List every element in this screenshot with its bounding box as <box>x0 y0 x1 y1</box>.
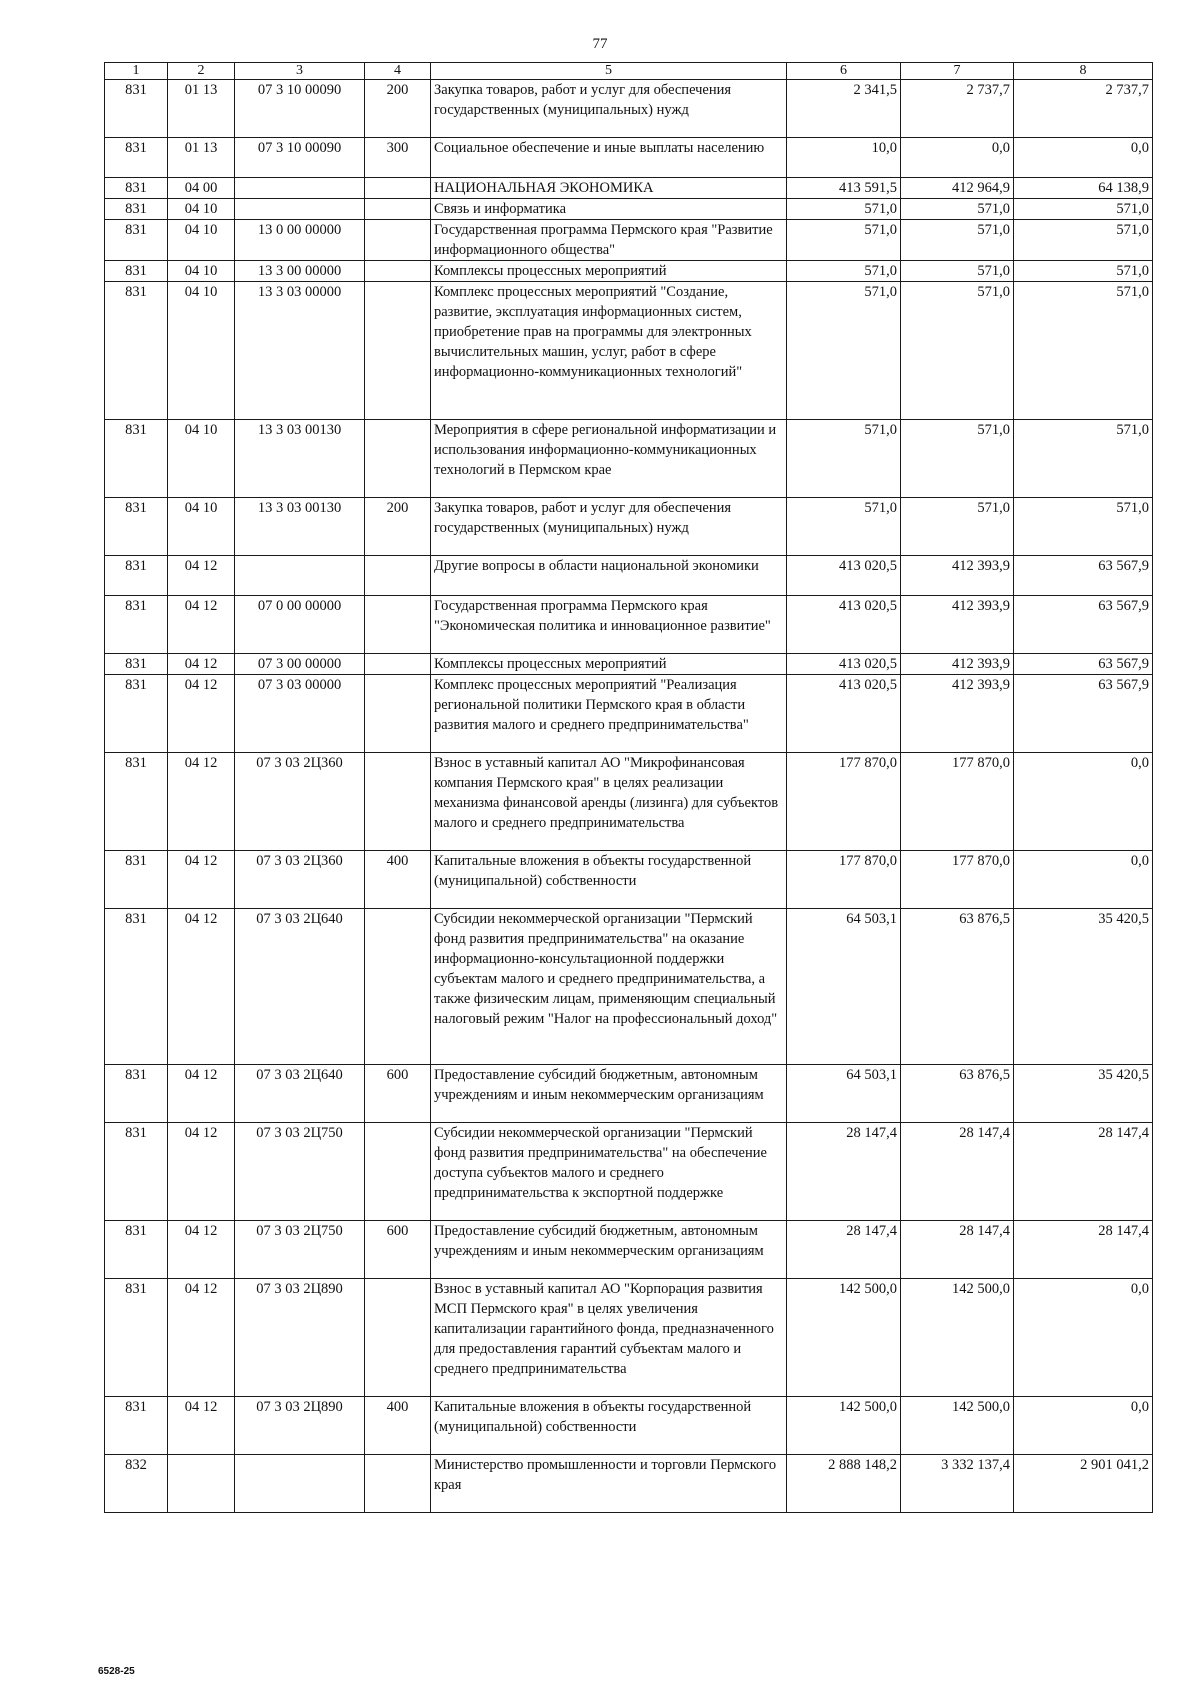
cell-col-7: 177 870,0 <box>901 753 1014 851</box>
cell-col-6: 2 888 148,2 <box>787 1455 901 1513</box>
cell-col-3: 07 3 03 2Ц890 <box>235 1279 365 1397</box>
table-row <box>105 199 1153 220</box>
cell-col-5: Комплекс процессных мероприятий "Создание, развитие, эксплуатация информационных систем, приобретение прав на программы для электронных вычислительных машин, услуг, работ в сфере информационно-коммуникационных технологий" <box>431 282 787 420</box>
cell-col-6: 413 591,5 <box>787 178 901 199</box>
table-row <box>105 851 1153 909</box>
column-header-2: 2 <box>168 63 235 80</box>
cell-col-3 <box>235 178 365 199</box>
cell-col-5: Министерство промышленности и торговли Пермского края <box>431 1455 787 1513</box>
cell-col-2: 01 13 <box>168 80 235 138</box>
cell-col-2: 04 12 <box>168 596 235 654</box>
cell-col-4 <box>365 1279 431 1397</box>
cell-col-4 <box>365 753 431 851</box>
cell-col-2: 04 12 <box>168 1397 235 1455</box>
cell-col-3: 13 3 00 00000 <box>235 261 365 282</box>
cell-col-2: 01 13 <box>168 138 235 178</box>
cell-col-5: Субсидии некоммерческой организации "Пермский фонд развития предпринимательства" на обеспечение доступа субъектов малого и среднего предпринимательства к экспортной поддержке <box>431 1123 787 1221</box>
cell-col-4 <box>365 654 431 675</box>
cell-col-8: 571,0 <box>1014 420 1153 498</box>
cell-col-6: 142 500,0 <box>787 1397 901 1455</box>
cell-col-5: Взнос в уставный капитал АО "Корпорация развития МСП Пермского края" в целях увеличения капитализации гарантийного фонда, предназначенного для предоставления гарантий субъектам малого и среднего предпринимательства <box>431 1279 787 1397</box>
cell-col-8: 64 138,9 <box>1014 178 1153 199</box>
table-row <box>105 498 1153 556</box>
cell-col-8: 571,0 <box>1014 498 1153 556</box>
cell-col-7: 571,0 <box>901 498 1014 556</box>
cell-col-2: 04 12 <box>168 1065 235 1123</box>
cell-col-1: 831 <box>105 80 168 138</box>
cell-col-5: Капитальные вложения в объекты государственной (муниципальной) собственности <box>431 1397 787 1455</box>
cell-col-8: 63 567,9 <box>1014 556 1153 596</box>
cell-col-4 <box>365 282 431 420</box>
cell-col-2: 04 12 <box>168 909 235 1065</box>
cell-col-8: 28 147,4 <box>1014 1123 1153 1221</box>
column-header-8: 8 <box>1014 63 1153 80</box>
cell-col-4 <box>365 199 431 220</box>
cell-col-3: 07 0 00 00000 <box>235 596 365 654</box>
cell-col-8: 35 420,5 <box>1014 909 1153 1065</box>
cell-col-7: 571,0 <box>901 199 1014 220</box>
cell-col-5: Связь и информатика <box>431 199 787 220</box>
cell-col-7: 412 393,9 <box>901 556 1014 596</box>
cell-col-3: 07 3 03 2Ц640 <box>235 909 365 1065</box>
cell-col-4 <box>365 220 431 261</box>
cell-col-8: 63 567,9 <box>1014 654 1153 675</box>
cell-col-3: 07 3 03 2Ц750 <box>235 1221 365 1279</box>
cell-col-7: 412 393,9 <box>901 675 1014 753</box>
cell-col-3: 07 3 03 2Ц360 <box>235 851 365 909</box>
cell-col-4 <box>365 909 431 1065</box>
table-row <box>105 420 1153 498</box>
table-row <box>105 282 1153 420</box>
cell-col-8: 35 420,5 <box>1014 1065 1153 1123</box>
cell-col-4: 300 <box>365 138 431 178</box>
cell-col-6: 10,0 <box>787 138 901 178</box>
cell-col-4 <box>365 178 431 199</box>
cell-col-3 <box>235 1455 365 1513</box>
cell-col-1: 831 <box>105 282 168 420</box>
cell-col-5: Закупка товаров, работ и услуг для обеспечения государственных (муниципальных) нужд <box>431 498 787 556</box>
cell-col-7: 63 876,5 <box>901 1065 1014 1123</box>
cell-col-6: 413 020,5 <box>787 596 901 654</box>
cell-col-7: 28 147,4 <box>901 1123 1014 1221</box>
cell-col-6: 28 147,4 <box>787 1221 901 1279</box>
cell-col-3: 13 0 00 00000 <box>235 220 365 261</box>
cell-col-1: 831 <box>105 199 168 220</box>
table-row <box>105 138 1153 178</box>
cell-col-5: НАЦИОНАЛЬНАЯ ЭКОНОМИКА <box>431 178 787 199</box>
table-row <box>105 80 1153 138</box>
cell-col-6: 177 870,0 <box>787 851 901 909</box>
cell-col-5: Капитальные вложения в объекты государственной (муниципальной) собственности <box>431 851 787 909</box>
table-row <box>105 220 1153 261</box>
column-header-5: 5 <box>431 63 787 80</box>
cell-col-4 <box>365 1455 431 1513</box>
cell-col-6: 142 500,0 <box>787 1279 901 1397</box>
cell-col-2: 04 10 <box>168 420 235 498</box>
table-row <box>105 261 1153 282</box>
cell-col-3 <box>235 199 365 220</box>
cell-col-1: 831 <box>105 1221 168 1279</box>
cell-col-2: 04 10 <box>168 282 235 420</box>
table-row <box>105 1123 1153 1221</box>
cell-col-1: 831 <box>105 1123 168 1221</box>
cell-col-1: 831 <box>105 1279 168 1397</box>
column-header-3: 3 <box>235 63 365 80</box>
cell-col-5: Взнос в уставный капитал АО "Микрофинансовая компания Пермского края" в целях реализации механизма финансовой аренды (лизинга) для субъектов малого и среднего предпринимательства <box>431 753 787 851</box>
cell-col-5: Предоставление субсидий бюджетным, автономным учреждениям и иным некоммерческим организациям <box>431 1221 787 1279</box>
cell-col-1: 831 <box>105 498 168 556</box>
cell-col-1: 831 <box>105 138 168 178</box>
column-header-1: 1 <box>105 63 168 80</box>
cell-col-6: 64 503,1 <box>787 1065 901 1123</box>
cell-col-4 <box>365 1123 431 1221</box>
cell-col-2: 04 10 <box>168 261 235 282</box>
cell-col-7: 571,0 <box>901 282 1014 420</box>
cell-col-1: 831 <box>105 261 168 282</box>
cell-col-3: 13 3 03 00130 <box>235 420 365 498</box>
cell-col-7: 142 500,0 <box>901 1279 1014 1397</box>
cell-col-8: 571,0 <box>1014 220 1153 261</box>
cell-col-2: 04 10 <box>168 498 235 556</box>
cell-col-3: 07 3 03 2Ц640 <box>235 1065 365 1123</box>
cell-col-4: 600 <box>365 1221 431 1279</box>
cell-col-2: 04 00 <box>168 178 235 199</box>
column-header-6: 6 <box>787 63 901 80</box>
cell-col-8: 0,0 <box>1014 851 1153 909</box>
cell-col-3: 07 3 10 00090 <box>235 80 365 138</box>
cell-col-7: 3 332 137,4 <box>901 1455 1014 1513</box>
cell-col-1: 831 <box>105 178 168 199</box>
cell-col-1: 831 <box>105 654 168 675</box>
column-header-4: 4 <box>365 63 431 80</box>
cell-col-2: 04 12 <box>168 753 235 851</box>
cell-col-6: 571,0 <box>787 498 901 556</box>
cell-col-1: 831 <box>105 675 168 753</box>
table-row <box>105 1065 1153 1123</box>
cell-col-8: 63 567,9 <box>1014 596 1153 654</box>
cell-col-4: 400 <box>365 851 431 909</box>
table-row <box>105 1397 1153 1455</box>
cell-col-4: 200 <box>365 498 431 556</box>
cell-col-5: Государственная программа Пермского края "Экономическая политика и инновационное развитие" <box>431 596 787 654</box>
cell-col-1: 831 <box>105 753 168 851</box>
cell-col-2: 04 12 <box>168 556 235 596</box>
cell-col-7: 412 393,9 <box>901 596 1014 654</box>
cell-col-1: 832 <box>105 1455 168 1513</box>
cell-col-8: 571,0 <box>1014 282 1153 420</box>
cell-col-6: 28 147,4 <box>787 1123 901 1221</box>
cell-col-8: 0,0 <box>1014 1279 1153 1397</box>
table-row <box>105 1221 1153 1279</box>
cell-col-1: 831 <box>105 1397 168 1455</box>
cell-col-6: 64 503,1 <box>787 909 901 1065</box>
cell-col-3: 07 3 03 2Ц890 <box>235 1397 365 1455</box>
cell-col-2: 04 12 <box>168 675 235 753</box>
table-row <box>105 654 1153 675</box>
table-row <box>105 753 1153 851</box>
header-row <box>105 63 1153 80</box>
cell-col-5: Государственная программа Пермского края "Развитие информационного общества" <box>431 220 787 261</box>
cell-col-2: 04 10 <box>168 199 235 220</box>
cell-col-6: 571,0 <box>787 420 901 498</box>
cell-col-1: 831 <box>105 220 168 261</box>
cell-col-6: 571,0 <box>787 220 901 261</box>
cell-col-3: 07 3 03 2Ц360 <box>235 753 365 851</box>
cell-col-5: Комплекс процессных мероприятий "Реализация региональной политики Пермского края в области развития малого и среднего предпринимательства" <box>431 675 787 753</box>
cell-col-4 <box>365 596 431 654</box>
cell-col-3: 07 3 00 00000 <box>235 654 365 675</box>
cell-col-5: Комплексы процессных мероприятий <box>431 261 787 282</box>
table-row <box>105 1279 1153 1397</box>
cell-col-5: Мероприятия в сфере региональной информатизации и использования информационно-коммуникационных технологий в Пермском крае <box>431 420 787 498</box>
cell-col-8: 28 147,4 <box>1014 1221 1153 1279</box>
cell-col-8: 0,0 <box>1014 753 1153 851</box>
cell-col-4: 400 <box>365 1397 431 1455</box>
cell-col-7: 571,0 <box>901 220 1014 261</box>
cell-col-2: 04 10 <box>168 220 235 261</box>
cell-col-4 <box>365 675 431 753</box>
budget-table <box>104 62 1153 1513</box>
cell-col-8: 63 567,9 <box>1014 675 1153 753</box>
cell-col-6: 177 870,0 <box>787 753 901 851</box>
cell-col-8: 0,0 <box>1014 138 1153 178</box>
cell-col-1: 831 <box>105 420 168 498</box>
cell-col-2: 04 12 <box>168 654 235 675</box>
table-row <box>105 675 1153 753</box>
cell-col-3: 07 3 03 00000 <box>235 675 365 753</box>
cell-col-8: 2 737,7 <box>1014 80 1153 138</box>
cell-col-4 <box>365 261 431 282</box>
cell-col-1: 831 <box>105 556 168 596</box>
cell-col-1: 831 <box>105 1065 168 1123</box>
cell-col-5: Предоставление субсидий бюджетным, автономным учреждениям и иным некоммерческим организациям <box>431 1065 787 1123</box>
table-body <box>105 80 1153 1513</box>
cell-col-4: 600 <box>365 1065 431 1123</box>
cell-col-6: 2 341,5 <box>787 80 901 138</box>
table-row <box>105 556 1153 596</box>
page-number: 77 <box>592 36 608 52</box>
cell-col-7: 571,0 <box>901 420 1014 498</box>
table-row <box>105 909 1153 1065</box>
cell-col-4 <box>365 420 431 498</box>
cell-col-3: 07 3 03 2Ц750 <box>235 1123 365 1221</box>
cell-col-8: 571,0 <box>1014 261 1153 282</box>
cell-col-1: 831 <box>105 851 168 909</box>
cell-col-7: 177 870,0 <box>901 851 1014 909</box>
footer-code: 6528-25 <box>98 1666 135 1677</box>
cell-col-8: 2 901 041,2 <box>1014 1455 1153 1513</box>
cell-col-2: 04 12 <box>168 1279 235 1397</box>
cell-col-3: 13 3 03 00000 <box>235 282 365 420</box>
cell-col-7: 142 500,0 <box>901 1397 1014 1455</box>
cell-col-5: Комплексы процессных мероприятий <box>431 654 787 675</box>
cell-col-7: 412 964,9 <box>901 178 1014 199</box>
cell-col-5: Другие вопросы в области национальной экономики <box>431 556 787 596</box>
cell-col-4 <box>365 556 431 596</box>
cell-col-7: 28 147,4 <box>901 1221 1014 1279</box>
cell-col-3: 07 3 10 00090 <box>235 138 365 178</box>
table-row <box>105 1455 1153 1513</box>
cell-col-5: Социальное обеспечение и иные выплаты населению <box>431 138 787 178</box>
column-header-7: 7 <box>901 63 1014 80</box>
cell-col-6: 413 020,5 <box>787 654 901 675</box>
cell-col-7: 412 393,9 <box>901 654 1014 675</box>
cell-col-6: 571,0 <box>787 261 901 282</box>
cell-col-4: 200 <box>365 80 431 138</box>
cell-col-1: 831 <box>105 596 168 654</box>
cell-col-7: 2 737,7 <box>901 80 1014 138</box>
cell-col-2: 04 12 <box>168 1221 235 1279</box>
cell-col-6: 571,0 <box>787 282 901 420</box>
cell-col-3 <box>235 556 365 596</box>
table-row <box>105 178 1153 199</box>
cell-col-6: 571,0 <box>787 199 901 220</box>
cell-col-5: Субсидии некоммерческой организации "Пермский фонд развития предпринимательства" на оказание информационно-консультационной поддержки субъектам малого и среднего предпринимательства, а также физическим лицам, применяющим специальный налоговый режим "Налог на профессиональный доход" <box>431 909 787 1065</box>
table-row <box>105 596 1153 654</box>
cell-col-1: 831 <box>105 909 168 1065</box>
cell-col-2 <box>168 1455 235 1513</box>
cell-col-8: 571,0 <box>1014 199 1153 220</box>
cell-col-7: 0,0 <box>901 138 1014 178</box>
cell-col-7: 571,0 <box>901 261 1014 282</box>
cell-col-3: 13 3 03 00130 <box>235 498 365 556</box>
cell-col-2: 04 12 <box>168 1123 235 1221</box>
cell-col-7: 63 876,5 <box>901 909 1014 1065</box>
cell-col-2: 04 12 <box>168 851 235 909</box>
cell-col-6: 413 020,5 <box>787 675 901 753</box>
cell-col-6: 413 020,5 <box>787 556 901 596</box>
cell-col-5: Закупка товаров, работ и услуг для обеспечения государственных (муниципальных) нужд <box>431 80 787 138</box>
cell-col-8: 0,0 <box>1014 1397 1153 1455</box>
